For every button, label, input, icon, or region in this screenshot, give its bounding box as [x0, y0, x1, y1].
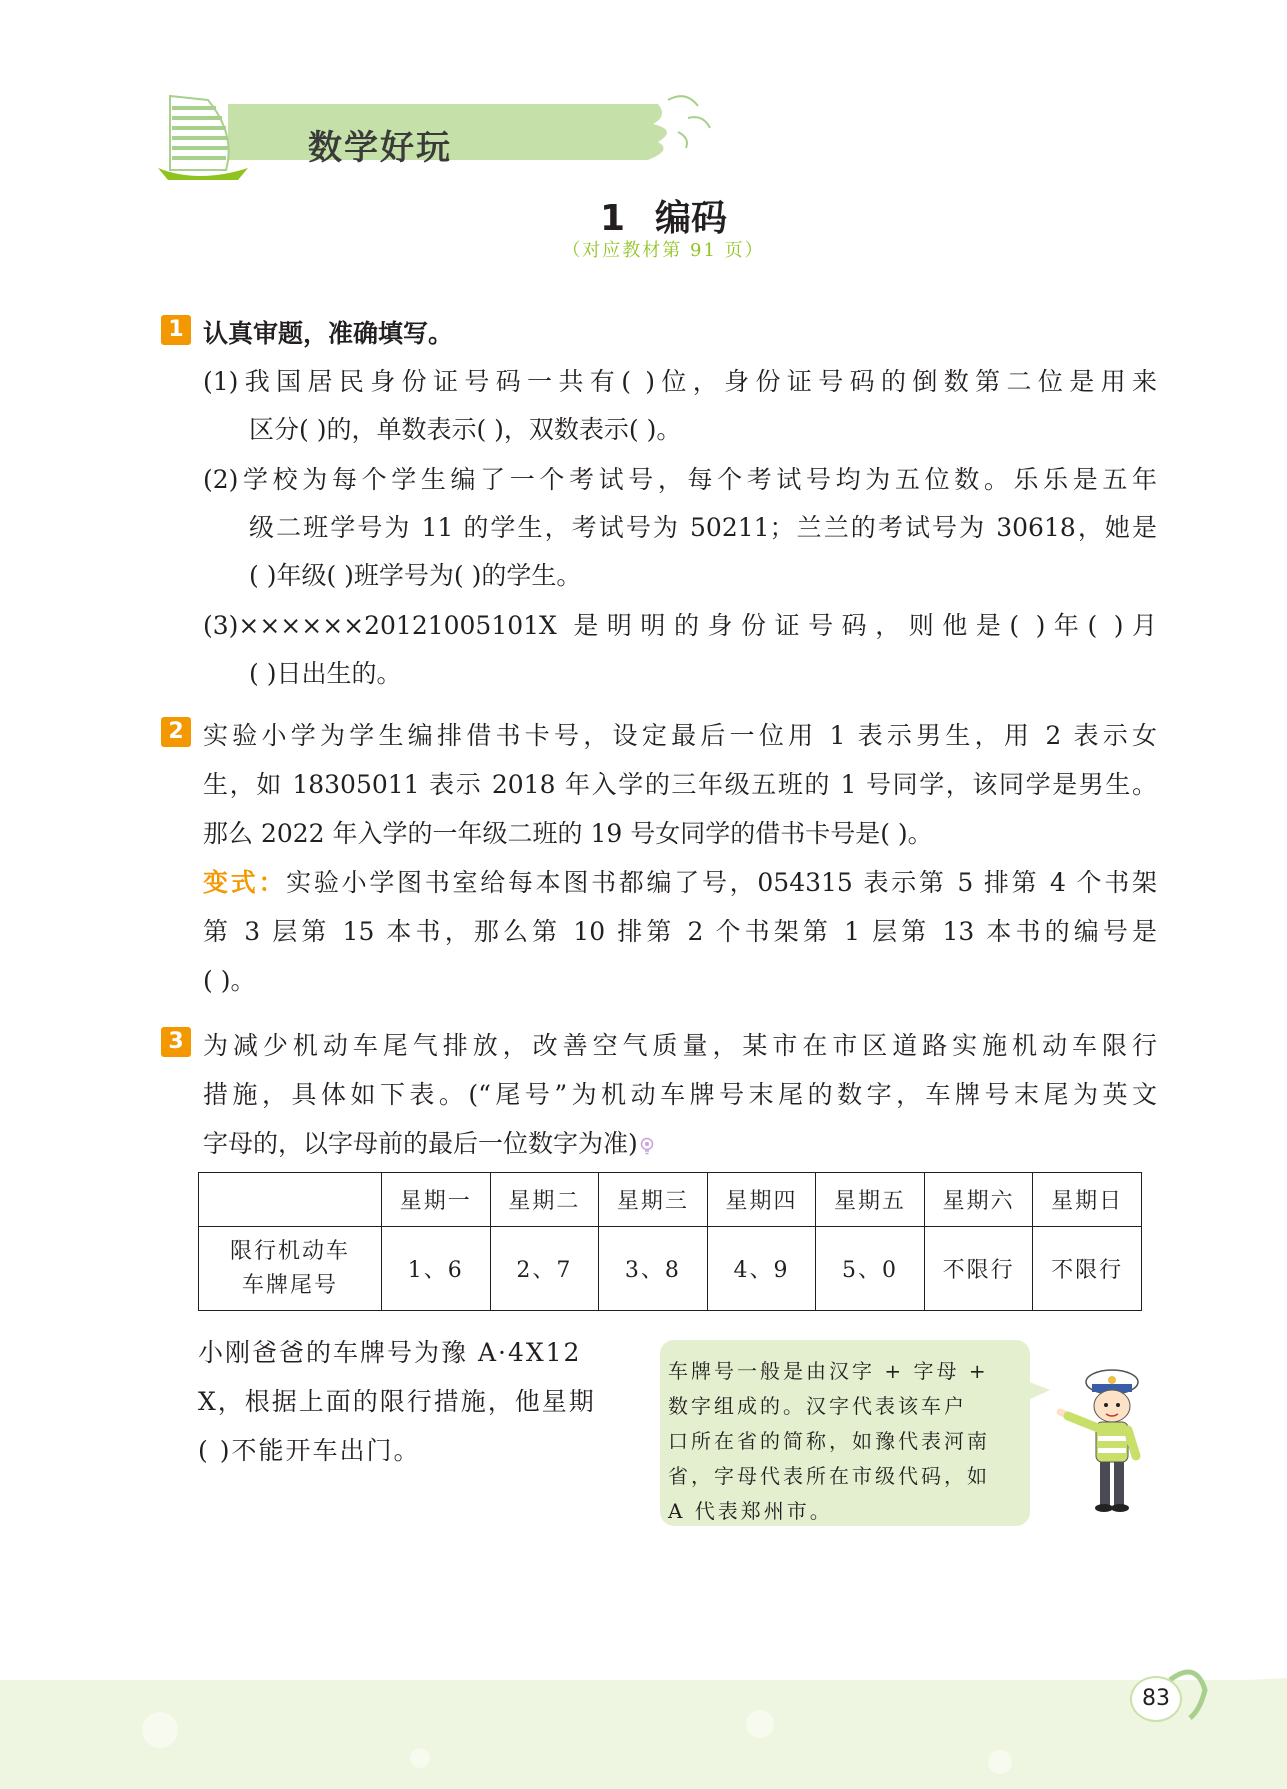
- table-header-cell: 星期六: [924, 1173, 1033, 1227]
- restriction-table: [198, 1172, 1142, 1311]
- q1-line: 级二班学号为 11 的学生，考试号为 50211；兰兰的考试号为 30618，她是: [249, 513, 1157, 542]
- table-header-cell: 星期三: [599, 1173, 708, 1227]
- table-cell: 5、0: [816, 1227, 925, 1311]
- bubble-line: 数字组成的。汉字代表该车户: [668, 1394, 967, 1418]
- textbook-reference: （对应教材第 91 页）: [562, 240, 765, 261]
- row-label-line: 车牌尾号: [241, 1272, 338, 1298]
- q3-line-text: 字母的，以字母前的最后一位数字为准): [203, 1129, 638, 1158]
- q2-line: 第 3 层第 15 本书，那么第 10 排第 2 个书架第 1 层第 13 本书的编号是: [203, 917, 1157, 946]
- table-cell: 1、6: [382, 1227, 491, 1311]
- page-number: 83: [1130, 1676, 1182, 1722]
- q1-line: ( )年级( )班学号为( )的学生。: [249, 561, 582, 590]
- section-title: 数学好玩: [308, 128, 452, 168]
- q3-after-line: ( )不能开车出门。: [198, 1436, 421, 1465]
- table-header-cell: 星期四: [707, 1173, 816, 1227]
- question-3-badge: 3: [161, 1027, 191, 1057]
- table-cell: 3、8: [599, 1227, 708, 1311]
- table-header-cell: 星期五: [816, 1173, 925, 1227]
- lightbulb-icon: [640, 1137, 654, 1155]
- question-1-badge: 1: [161, 315, 191, 345]
- table-cell: 2、7: [490, 1227, 599, 1311]
- q3-line: 为减少机动车尾气排放，改善空气质量，某市在市区道路实施机动车限行: [203, 1031, 1157, 1060]
- table-cell: 不限行: [924, 1227, 1033, 1311]
- table-header-cell: 星期二: [490, 1173, 599, 1227]
- table-cell: 4、9: [707, 1227, 816, 1311]
- footer-wave-icon: [0, 1660, 1287, 1789]
- traffic-police-icon: [1050, 1360, 1150, 1520]
- q1-line: ( )日出生的。: [249, 659, 402, 688]
- table-header-cell: 星期日: [1033, 1173, 1142, 1227]
- q2-line: 那么 2022 年入学的一年级二班的 19 号女同学的借书卡号是( )。: [203, 819, 933, 848]
- q1-line: (1)我国居民身份证号码一共有( )位，身份证号码的倒数第二位是用来: [203, 367, 1157, 396]
- q2-line: ( )。: [203, 966, 256, 995]
- q2-line: 生，如 18305011 表示 2018 年入学的三年级五班的 1 号同学，该同学是男生。: [203, 770, 1157, 799]
- question-1-heading: 认真审题，准确填写。: [203, 319, 454, 348]
- table-header-row: [199, 1173, 1142, 1227]
- question-2-badge: 2: [161, 717, 191, 747]
- bubble-line: 省，字母代表所在市级代码，如: [668, 1464, 990, 1488]
- row-label-line: 限行机动车: [229, 1238, 350, 1264]
- table-row-label: [199, 1227, 382, 1311]
- q1-line: (3)××××××20121005101X 是明明的身份证号码，则他是( )年( )月: [203, 611, 1157, 640]
- table-header-cell: [199, 1173, 382, 1227]
- table-row: [199, 1227, 1142, 1311]
- lesson-title: [0, 190, 1287, 241]
- q3-after-line: 小刚爸爸的车牌号为豫 A·4X12: [198, 1338, 582, 1367]
- bubble-line: 口所在省的简称，如豫代表河南: [668, 1429, 990, 1453]
- section-banner: [158, 88, 718, 180]
- q3-after-line: X，根据上面的限行措施，他星期: [198, 1387, 596, 1416]
- tip-bubble: [660, 1340, 1030, 1526]
- q3-line: 措施，具体如下表。(“尾号”为机动车牌号末尾的数字，车牌号末尾为英文: [203, 1080, 1157, 1109]
- q1-line: (2)学校为每个学生编了一个考试号，每个考试号均为五位数。乐乐是五年: [203, 465, 1157, 494]
- q2-variant-line: [203, 863, 1157, 899]
- bubble-line: 车牌号一般是由汉字 + 字母 +: [668, 1359, 989, 1383]
- q3-line: [203, 1124, 654, 1160]
- table-cell: 不限行: [1033, 1227, 1142, 1311]
- lesson-number: 1: [599, 198, 626, 239]
- bubble-line: A 代表郑州市。: [668, 1499, 833, 1523]
- q1-line: 区分( )的，单数表示( )，双数表示( )。: [249, 415, 682, 444]
- lesson-name: 编码: [655, 198, 728, 239]
- q2-line: 实验小学为学生编排借书卡号，设定最后一位用 1 表示男生，用 2 表示女: [203, 721, 1157, 750]
- variant-text: 实验小学图书室给每本图书都编了号，054315 表示第 5 排第 4 个书架: [286, 868, 1157, 897]
- variant-label: 变式：: [203, 868, 287, 897]
- table-header-cell: 星期一: [382, 1173, 491, 1227]
